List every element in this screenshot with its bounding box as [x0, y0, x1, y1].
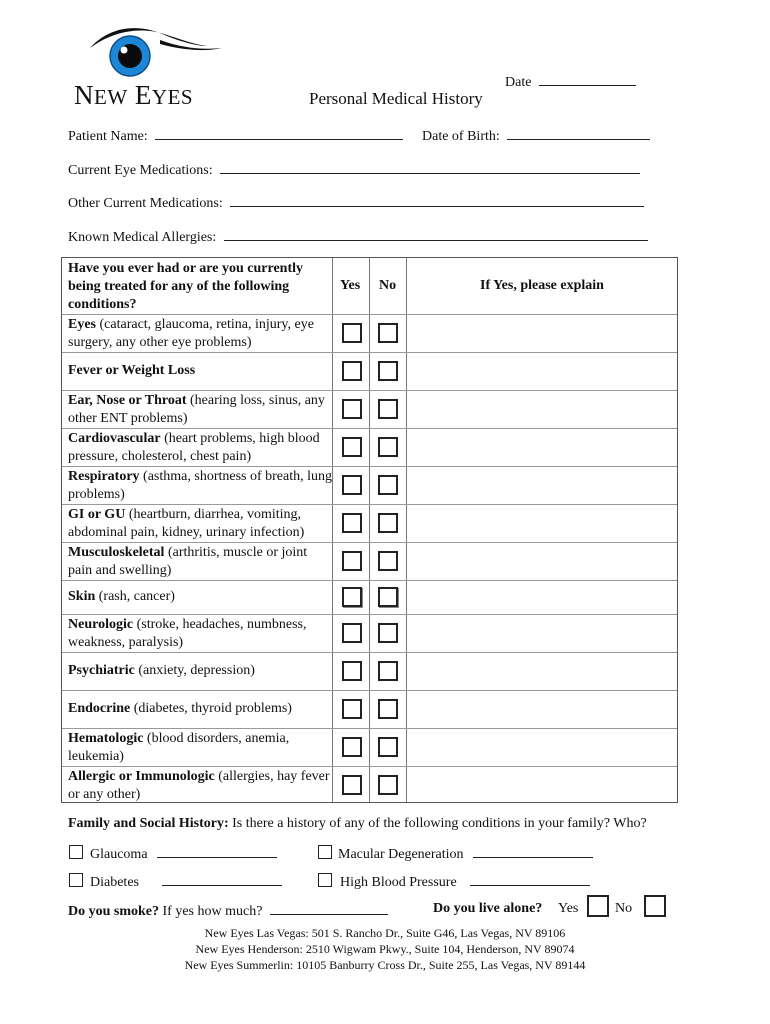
- other-medications-field[interactable]: [68, 192, 644, 212]
- patient-name-line[interactable]: [155, 125, 403, 140]
- diabetes-field[interactable]: [90, 871, 282, 891]
- family-history-heading: [68, 815, 647, 832]
- family-heading-bold: Family and Social History:: [68, 816, 229, 831]
- condition-name: Allergic or Immunologic: [68, 769, 215, 784]
- condition-ent: [68, 392, 333, 428]
- condition-cardiovascular-explain-cell[interactable]: [407, 429, 677, 466]
- condition-ent-yes-checkbox[interactable]: [342, 399, 362, 419]
- hbp-checkbox[interactable]: [318, 873, 332, 887]
- condition-detail: (asthma, shortness of breath, lung problems): [68, 469, 333, 502]
- allergies-label: Known Medical Allergies:: [68, 230, 217, 245]
- condition-hematologic-yes-checkbox[interactable]: [342, 737, 362, 757]
- condition-skin: [68, 588, 333, 606]
- table-question: Have you ever had or are you currently being treated for any of the following conditions?: [68, 261, 303, 312]
- dob-line[interactable]: [507, 125, 650, 140]
- condition-name: Psychiatric: [68, 663, 135, 678]
- condition-detail: (rash, cancer): [95, 589, 175, 604]
- condition-name: GI or GU: [68, 507, 126, 522]
- condition-detail: (allergies, hay fever or any other): [68, 769, 330, 802]
- explain-column-header: If Yes, please explain: [480, 278, 604, 293]
- smoke-line[interactable]: [270, 900, 388, 915]
- smoke-field[interactable]: [68, 900, 388, 920]
- condition-name: Eyes: [68, 317, 96, 332]
- footer-address-henderson: New Eyes Henderson: 2510 Wigwam Pkwy., Suite 104, Henderson, NV 89074: [195, 942, 575, 956]
- condition-gi-gu-no-checkbox[interactable]: [378, 513, 398, 533]
- condition-psychiatric-explain-cell[interactable]: [407, 653, 677, 690]
- macular-label: Macular Degeneration: [338, 847, 464, 862]
- footer-address-las-vegas: New Eyes Las Vegas: 501 S. Rancho Dr., Suite G46, Las Vegas, NV 89106: [204, 926, 566, 940]
- condition-endocrine-explain-cell[interactable]: [407, 691, 677, 728]
- eye-medications-field[interactable]: [68, 159, 640, 179]
- condition-neurologic-explain-cell[interactable]: [407, 615, 677, 652]
- live-alone-yes-checkbox[interactable]: [587, 895, 609, 917]
- condition-musculoskeletal: [68, 544, 333, 580]
- date-line[interactable]: [539, 71, 636, 86]
- date-field[interactable]: [505, 71, 636, 91]
- condition-psychiatric: [68, 662, 333, 680]
- macular-field[interactable]: [338, 843, 593, 863]
- eye-medications-label: Current Eye Medications:: [68, 163, 213, 178]
- glaucoma-line[interactable]: [157, 843, 277, 858]
- condition-eyes-no-checkbox[interactable]: [378, 323, 398, 343]
- condition-cardiovascular-no-checkbox[interactable]: [378, 437, 398, 457]
- condition-psychiatric-yes-checkbox[interactable]: [342, 661, 362, 681]
- date-label: Date: [505, 75, 532, 90]
- condition-gi-gu-yes-checkbox[interactable]: [342, 513, 362, 533]
- live-alone-question: [433, 900, 542, 917]
- conditions-table: [61, 257, 678, 803]
- condition-allergic-immunologic: [68, 768, 333, 804]
- hbp-field[interactable]: [340, 871, 590, 891]
- condition-detail: (arthritis, muscle or joint pain and swelling): [68, 545, 308, 578]
- condition-ent-explain-cell[interactable]: [407, 391, 677, 428]
- yes-column-header: Yes: [340, 278, 361, 293]
- condition-name: Ear, Nose or Throat: [68, 393, 187, 408]
- macular-line[interactable]: [473, 843, 593, 858]
- footer-address-summerlin: New Eyes Summerlin: 10105 Banburry Cross Dr., Suite 255, Las Vegas, NV 89144: [184, 958, 586, 972]
- diabetes-label: Diabetes: [90, 875, 139, 890]
- condition-neurologic-yes-checkbox[interactable]: [342, 623, 362, 643]
- condition-neurologic: [68, 616, 333, 652]
- patient-name-field[interactable]: [68, 125, 403, 145]
- condition-skin-explain-cell[interactable]: [407, 581, 677, 614]
- condition-allergic-immunologic-no-checkbox[interactable]: [378, 775, 398, 795]
- condition-respiratory-yes-checkbox[interactable]: [342, 475, 362, 495]
- patient-name-label: Patient Name:: [68, 129, 148, 144]
- condition-respiratory-no-checkbox[interactable]: [378, 475, 398, 495]
- page-title: Personal Medical History: [309, 89, 483, 108]
- glaucoma-label: Glaucoma: [90, 847, 148, 862]
- condition-respiratory: [68, 468, 333, 504]
- condition-hematologic-no-checkbox[interactable]: [378, 737, 398, 757]
- diabetes-line[interactable]: [162, 871, 282, 886]
- condition-name: Endocrine: [68, 701, 131, 716]
- condition-allergic-immunologic-explain-cell[interactable]: [407, 767, 677, 804]
- condition-skin-yes-checkbox[interactable]: [342, 587, 362, 607]
- hbp-label: High Blood Pressure: [340, 875, 457, 890]
- condition-musculoskeletal-no-checkbox[interactable]: [378, 551, 398, 571]
- condition-cardiovascular: [68, 430, 333, 466]
- smoke-question-bold: Do you smoke?: [68, 904, 160, 919]
- condition-musculoskeletal-explain-cell[interactable]: [407, 543, 677, 580]
- glaucoma-checkbox[interactable]: [69, 845, 83, 859]
- condition-musculoskeletal-yes-checkbox[interactable]: [342, 551, 362, 571]
- live-alone-yes-label: Yes: [558, 901, 579, 916]
- condition-neurologic-no-checkbox[interactable]: [378, 623, 398, 643]
- condition-endocrine-yes-checkbox[interactable]: [342, 699, 362, 719]
- condition-gi-gu: [68, 506, 333, 542]
- condition-hematologic-explain-cell[interactable]: [407, 729, 677, 766]
- condition-eyes-yes-checkbox[interactable]: [342, 323, 362, 343]
- condition-eyes: [68, 316, 333, 352]
- glaucoma-field[interactable]: [90, 843, 277, 863]
- allergies-line[interactable]: [224, 226, 648, 241]
- condition-name: Cardiovascular: [68, 431, 161, 446]
- condition-ent-no-checkbox[interactable]: [378, 399, 398, 419]
- condition-name: Respiratory: [68, 469, 140, 484]
- condition-detail: (stroke, headaches, numbness, weakness, paralysis): [68, 617, 307, 650]
- condition-hematologic: [68, 730, 333, 766]
- condition-endocrine-no-checkbox[interactable]: [378, 699, 398, 719]
- condition-allergic-immunologic-yes-checkbox[interactable]: [342, 775, 362, 795]
- condition-gi-gu-explain-cell[interactable]: [407, 505, 677, 542]
- condition-detail: (heart problems, high blood pressure, cholesterol, chest pain): [68, 431, 320, 464]
- condition-psychiatric-no-checkbox[interactable]: [378, 661, 398, 681]
- condition-detail: (blood disorders, anemia, leukemia): [68, 731, 290, 764]
- live-alone-no-checkbox[interactable]: [644, 895, 666, 917]
- condition-detail: (hearing loss, sinus, any other ENT problems): [68, 393, 325, 426]
- smoke-question-text: If yes how much?: [159, 904, 263, 919]
- condition-name: Skin: [68, 589, 96, 604]
- condition-cardiovascular-yes-checkbox[interactable]: [342, 437, 362, 457]
- dob-label: Date of Birth:: [422, 129, 500, 144]
- condition-fever-weight-loss-explain-cell[interactable]: [407, 353, 677, 390]
- allergies-field[interactable]: [68, 226, 648, 246]
- condition-skin-no-checkbox[interactable]: [378, 587, 398, 607]
- live-alone-label: Do you live alone?: [433, 901, 543, 916]
- other-medications-line[interactable]: [230, 192, 644, 207]
- condition-fever-weight-loss-no-checkbox[interactable]: [378, 361, 398, 381]
- condition-eyes-explain-cell[interactable]: [407, 315, 677, 352]
- condition-detail: (diabetes, thyroid problems): [130, 701, 292, 716]
- other-medications-label: Other Current Medications:: [68, 196, 223, 211]
- eye-medications-line[interactable]: [220, 159, 640, 174]
- condition-name: Hematologic: [68, 731, 144, 746]
- family-heading-text: Is there a history of any of the following conditions in your family? Who?: [228, 816, 647, 831]
- condition-name: Neurologic: [68, 617, 134, 632]
- condition-detail: (anxiety, depression): [134, 663, 255, 678]
- condition-respiratory-explain-cell[interactable]: [407, 467, 677, 504]
- diabetes-checkbox[interactable]: [69, 873, 83, 887]
- dob-field[interactable]: [422, 125, 650, 145]
- condition-endocrine: [68, 700, 333, 718]
- hbp-line[interactable]: [470, 871, 590, 886]
- live-alone-no-label: No: [615, 901, 633, 916]
- no-column-header: No: [379, 278, 397, 293]
- condition-name: Musculoskeletal: [68, 545, 165, 560]
- condition-fever-weight-loss: [68, 362, 333, 380]
- macular-checkbox[interactable]: [318, 845, 332, 859]
- condition-fever-weight-loss-yes-checkbox[interactable]: [342, 361, 362, 381]
- condition-detail: (heartburn, diarrhea, vomiting, abdominal pain, kidney, urinary infection): [68, 507, 305, 540]
- condition-name: Fever or Weight Loss: [68, 363, 196, 378]
- logo-wordmark: NEW EYES: [74, 80, 194, 110]
- condition-detail: (cataract, glaucoma, retina, injury, eye surgery, any other eye problems): [68, 317, 314, 350]
